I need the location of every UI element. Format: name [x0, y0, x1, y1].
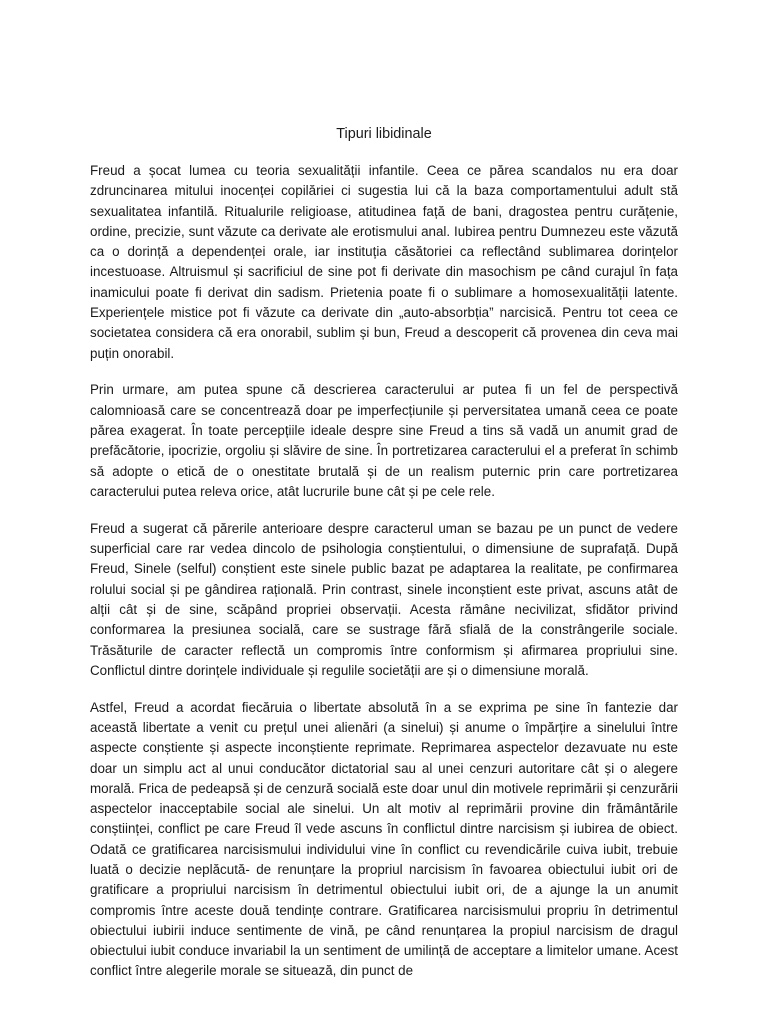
paragraph-2: Prin urmare, am putea spune că descrierea caracterului ar putea fi un fel de perspectivă calomnioasă care se concentrează doar pe imperfecțiunile și perversitatea umană ceea ce poate părea exagerat. În toate percepțiile ideale despre sine Freud a tins să vadă un anumit grad de prefăcătorie, ipocrizie, orgoliu și slăvire de sine. În portretizarea caracterului el a preferat în schimb să adopte o etică de o onestitate brutală și de un realism puternic prin care portretizarea caracterului putea releva orice, atât lucrurile bune cât și pe cele rele. [90, 382, 678, 499]
paragraph-1: Freud a șocat lumea cu teoria sexualității infantile. Ceea ce părea scandalos nu era doar zdruncinarea mitului inocenței copilăriei ci sugestia lui că la baza comportamentului adult stă sexualitatea infantilă. Ritualurile religioase, atitudinea față de bani, dragostea pentru curățenie, ordine, precizie, sunt văzute ca derivate ale erotismului anal. Iubirea pentru Dumnezeu este văzută ca o dorință a dependenței orale, iar instituția căsătoriei ca reflectând sublimarea dorințelor incestuoase. Altruismul și sacrificiul de sine pot fi derivate din masochism pe când curajul în fața inamicului poate fi derivat din sadism. Prietenia poate fi o sublimare a homosexualității latente. Experiențele mistice pot fi văzute ca derivate din „auto-absorbția” narcisică. Pentru tot ceea ce societatea considera că era onorabil, sublim și bun, Freud a descoperit că provenea din ceva mai puțin onorabil. [90, 163, 678, 361]
document-body [90, 161, 678, 998]
paragraph-3: Freud a sugerat că părerile anterioare despre caracterul uman se bazau pe un punct de vedere superficial care rar vedea dincolo de psihologia conștientului, o dimensiune de suprafață. După Freud, Sinele (selful) conștient este sinele public bazat pe adaptarea la realitate, pe confirmarea rolului social și pe gândirea rațională. Prin contrast, sinele inconștient este privat, ascuns atât de alții cât și de sine, scăpând propriei observații. Acesta rămâne necivilizat, sfidător privind conformarea la presiunea socială, care se sustrage fără sfială de la constrângerile sociale. Trăsăturile de caracter reflectă un compromis între conformism și afirmarea propriului sine. Conflictul dintre dorințele individuale și regulile societății are și o dimensiune morală. [90, 520, 678, 678]
paragraph-4: Astfel, Freud a acordat fiecăruia o libertate absolută în a se exprima pe sine în fantezie dar această libertate a venit cu prețul unei alienări (a sinelui) și anume o împărțire a sinelului între aspecte conștiente și aspecte inconștiente reprimate. Reprimarea aspectelor dezavuate nu este doar un simplu act al unui conducător dictatorial sau al unei cenzuri autoritare cât și o alegere morală. Frica de pedeapsă și de cenzură socială este doar unul din motivele reprimării și cenzurării aspectelor inacceptabile social ale sinelui. Un alt motiv al reprimării provine din frământările conștiinței, conflict pe care Freud îl vede ascuns în conflictul dintre narcisism și iubirea de obiect. Odată ce gratificarea narcisismului individului vine în conflict cu revendicările cuiva iubit, trebuie luată o decizie neplăcută- de renunțare la propriul narcisism în favoarea obiectului iubit ori de gratificare a propriului narcisism în detrimentul obiectului iubit ori, de a ajunge la un anumit compromis între aceste două tendințe contrare. Gratificarea narcisismului propriu în detrimentul obiectului iubirii induce sentimente de vină, pe când renunțarea la propiul narcisism de dragul obiectului iubit conduce invariabil la un sentiment de umilință de acceptare a limitelor umane. Acest conflict între alegerile morale se situează, din punct de [90, 699, 678, 979]
document-title: Tipuri libidinale [336, 126, 432, 142]
